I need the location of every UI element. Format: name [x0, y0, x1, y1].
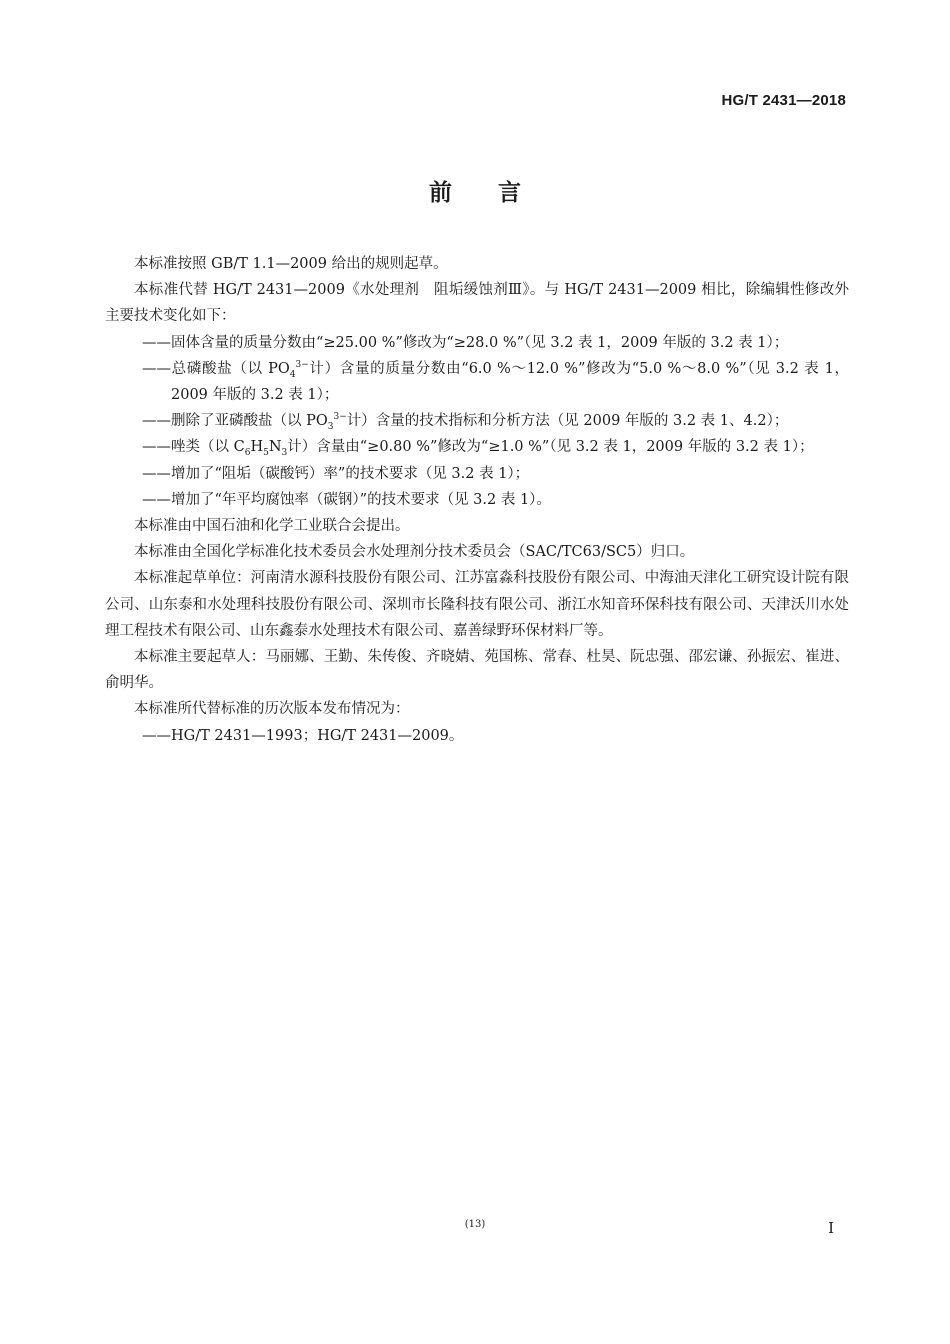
page-title: 前言: [429, 180, 567, 206]
paragraph: 本标准所代替标准的历次版本发布情况为：: [134, 701, 410, 718]
paragraph: 本标准由全国化学标准化技术委员会水处理剂分技术委员会（SAC/TC63/SC5）归口。: [134, 544, 695, 561]
page-number: (13): [464, 1219, 486, 1230]
change-item: ——增加了“阻垢（碳酸钙）率”的技术要求（见 3.2 表 1）；: [142, 465, 530, 482]
change-item: ——总磷酸盐（以 $PO_4^{3-}$计）含量的质量分数由“6.0 %～12.0 %”修改为“5.0 %～8.0 %”（见 3.2 表 1，2009 年版的 3.2 表 1）；: [142, 359, 849, 404]
change-item: ——删除了亚磷酸盐（以 $PO_3^{3-}$计）含量的技术指标和分析方法（见 2009 年版的 3.2 表 1、4.2）；: [142, 412, 789, 433]
paragraph: 本标准起草单位：河南清水源科技股份有限公司、江苏富淼科技股份有限公司、中海油天津化工研究设计院有限公司、山东泰和水处理科技股份有限公司、深圳市长隆科技有限公司、浙江水知音环保科技有限公司、天津沃川水处理工程技术有限公司、山东鑫泰水处理技术有限公司、嘉善绿野环保材料厂等。: [105, 570, 849, 639]
foreword-body: [105, 251, 849, 749]
change-item: ——增加了“年平均腐蚀率（碳钢）”的技术要求（见 3.2 表 1）。: [142, 491, 551, 508]
change-item: ——固体含量的质量分数由“≥25.00 %”修改为“≥28.0 %”（见 3.2 表 1，2009 年版的 3.2 表 1）；: [142, 334, 789, 351]
paragraph: 本标准由中国石油和化学工业联合会提出。: [134, 518, 410, 535]
roman-page-number: I: [828, 1219, 834, 1237]
change-item: ——唑类（以 $C_6H_5N_3$计）含量由“≥0.80 %”修改为“≥1.0 %”（见 3.2 表 1，2009 年版的 3.2 表 1）；: [142, 439, 814, 459]
paragraph: 本标准主要起草人：马丽娜、王勤、朱传俊、齐晓婧、苑国栋、常春、杜昊、阮忠强、邵宏谦、孙振宏、崔进、俞明华。: [105, 649, 849, 692]
paragraph: 本标准按照 GB/T 1.1—2009 给出的规则起草。: [134, 256, 448, 272]
paragraph: 本标准代替 HG/T 2431—2009《水处理剂 阻垢缓蚀剂Ⅲ》。与 HG/T 2431—2009 相比，除编辑性修改外主要技术变化如下：: [105, 282, 849, 325]
standard-number: HG/T 2431—2018: [721, 92, 846, 109]
change-item: ——HG/T 2431—1993；HG/T 2431—2009。: [142, 727, 464, 744]
